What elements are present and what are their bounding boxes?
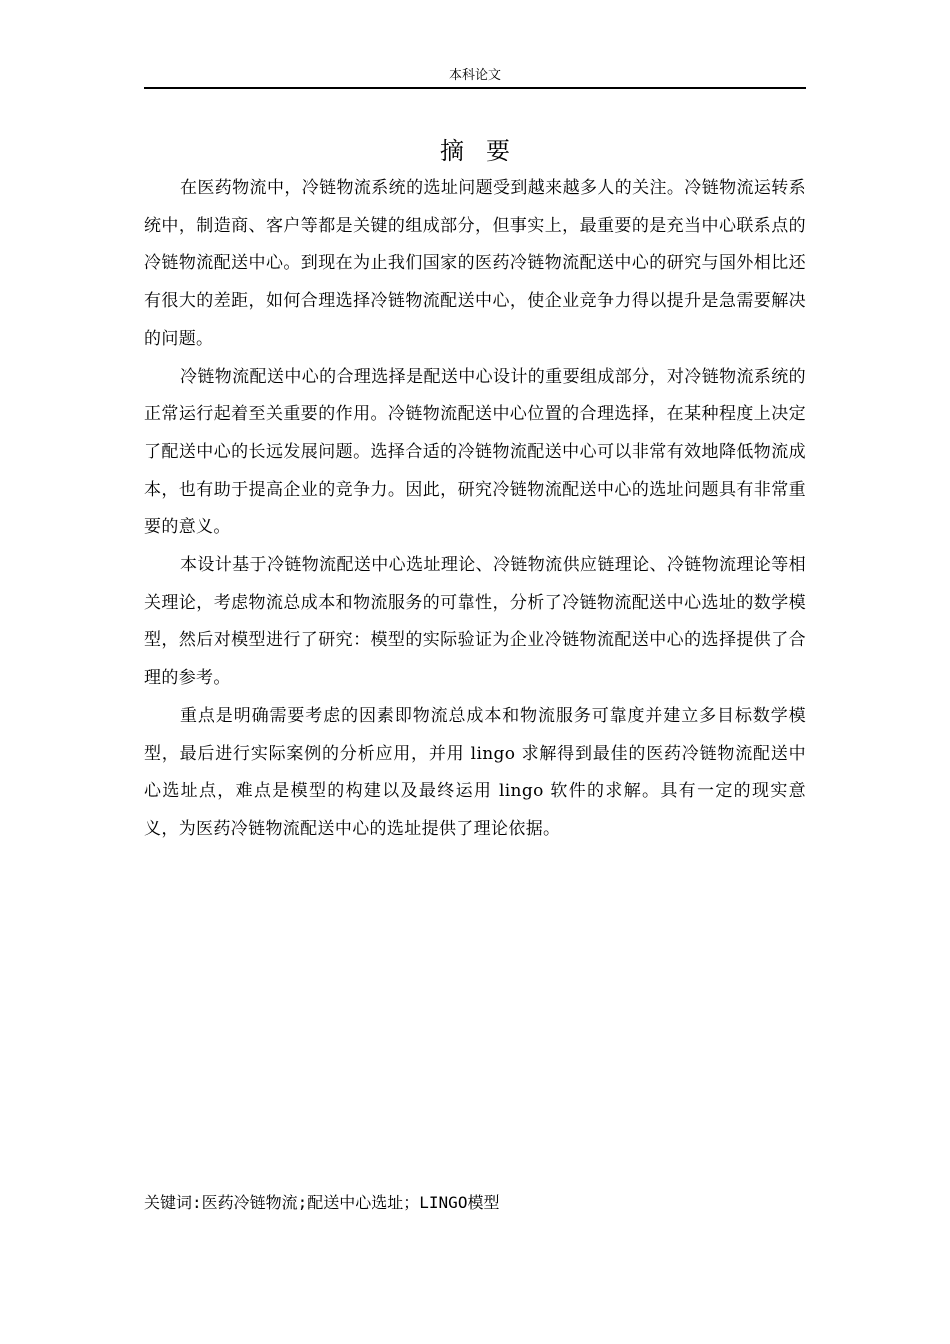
abstract-body xyxy=(144,170,806,849)
keywords-label: 关键词 xyxy=(144,1193,193,1212)
abstract-title: 摘要 xyxy=(440,137,532,165)
abstract-paragraph: 在医药物流中，冷链物流系统的选址问题受到越来越多人的关注。冷链物流运转系统中，制造商、客户等都是关键的组成部分，但事实上，最重要的是充当中心联系点的冷链物流配送中心。到现在为止我们国家的医药冷链物流配送中心的研究与国外相比还有很大的差距，如何合理选择冷链物流配送中心，使企业竞争力得以提升是急需要解决的问题。 xyxy=(144,178,806,349)
abstract-paragraph: 冷链物流配送中心的合理选择是配送中心设计的重要组成部分，对冷链物流系统的正常运行起着至关重要的作用。冷链物流配送中心位置的合理选择，在某种程度上决定了配送中心的长远发展问题。选择合适的冷链物流配送中心可以非常有效地降低物流成本，也有助于提高企业的竞争力。因此，研究冷链物流配送中心的选址问题具有非常重要的意义。 xyxy=(144,366,806,538)
keywords-line xyxy=(144,1189,806,1217)
running-header xyxy=(144,66,806,89)
running-header-title: 本科论文 xyxy=(448,68,501,83)
abstract-paragraph: 本设计基于冷链物流配送中心选址理论、冷链物流供应链理论、冷链物流理论等相关理论，考虑物流总成本和物流服务的可靠性，分析了冷链物流配送中心选址的数学模型，然后对模型进行了研究：模型的实际验证为企业冷链物流配送中心的选择提供了合理的参考。 xyxy=(144,555,806,689)
abstract-paragraph: 重点是明确需要考虑的因素即物流总成本和物流服务可靠度并建立多目标数学模型，最后进行实际案例的分析应用，并用 lingo 求解得到最佳的医药冷链物流配送中心选址点，难点是模型的构建以及最终运用 lingo 软件的求解。具有一定的现实意义，为医药冷链物流配送中心的选址提供了理论依据。 xyxy=(144,705,806,839)
keywords-text: :医药冷链物流;配送中心选址；LINGO模型 xyxy=(192,1193,500,1212)
